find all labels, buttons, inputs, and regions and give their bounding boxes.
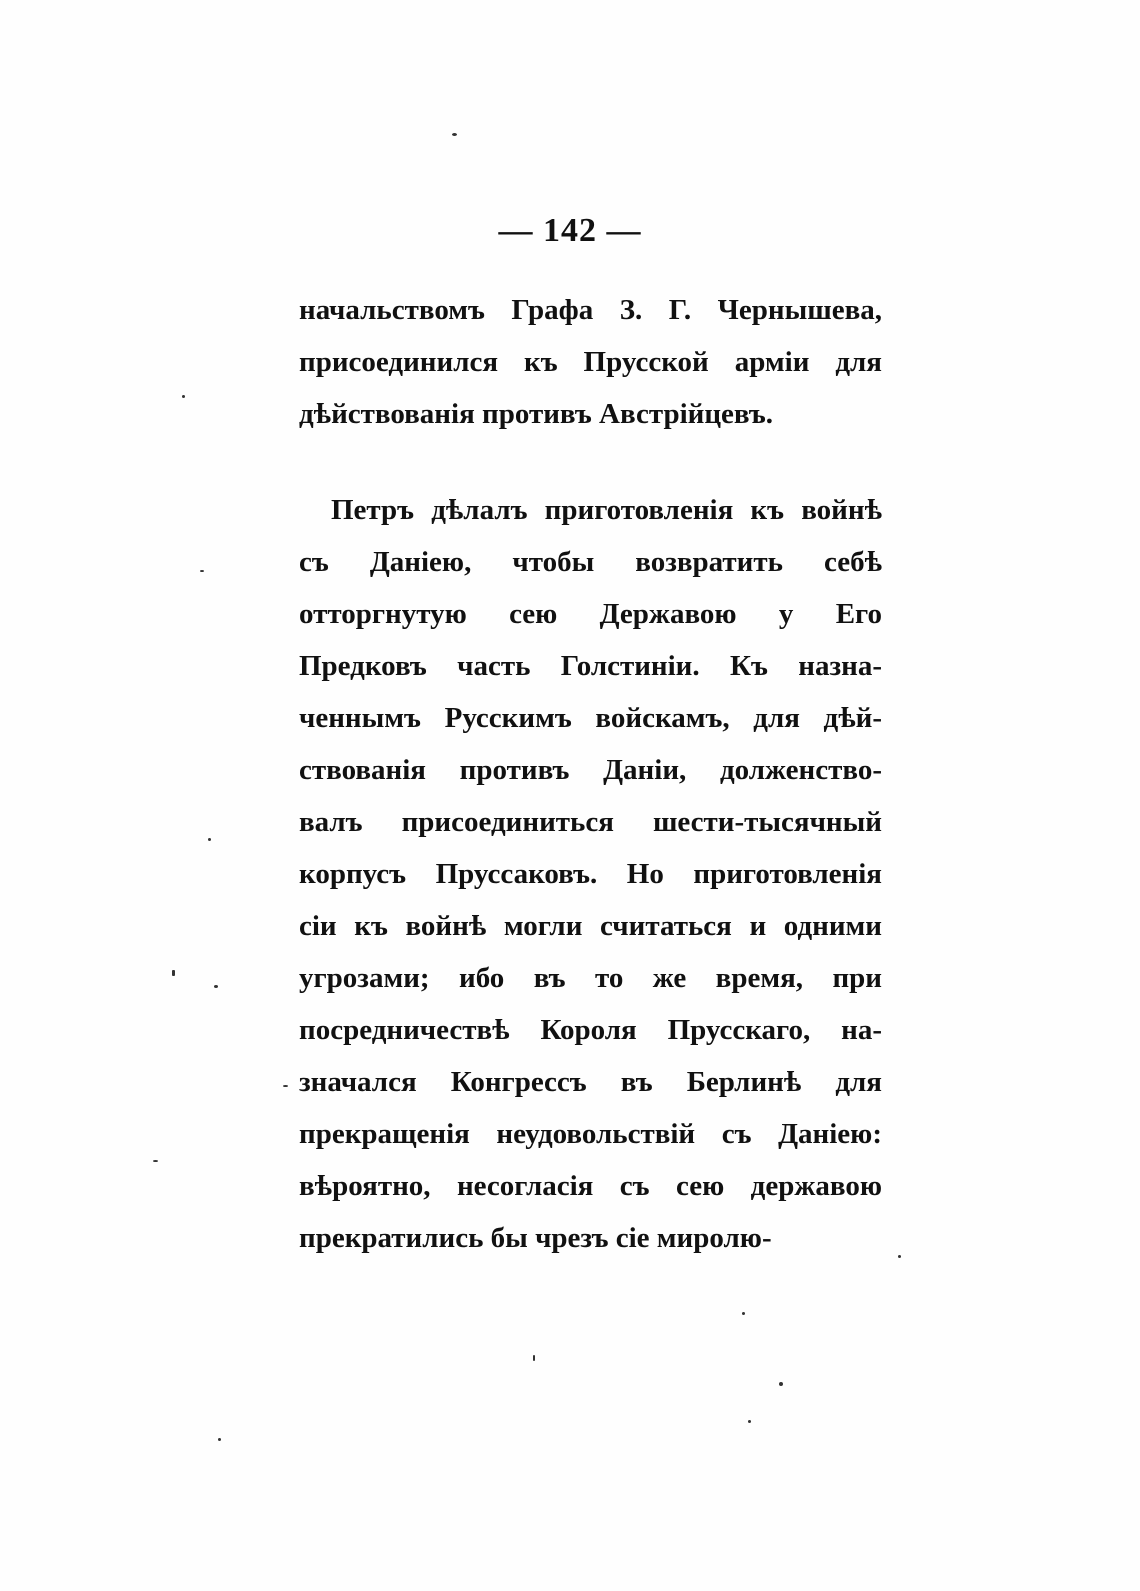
- scan-speck: [208, 838, 211, 841]
- text-line: съ Даніею, чтобы возвратить себѣ: [299, 546, 882, 578]
- paragraph-2: [299, 484, 882, 1264]
- scan-speck: [898, 1255, 901, 1258]
- scan-speck: [779, 1382, 783, 1386]
- scan-speck: [218, 1438, 221, 1441]
- text-line: Предковъ часть Голстиніи. Къ назна-: [299, 650, 882, 682]
- text-line: вѣроятно, несогласія съ сею державою: [299, 1170, 882, 1202]
- text-line: прекратились бы чрезъ сіе миролю-: [299, 1222, 772, 1254]
- scan-speck: [742, 1312, 745, 1315]
- text-line: значался Конгрессъ въ Берлинѣ для: [299, 1066, 882, 1098]
- text-line: корпусъ Пруссаковъ. Но приготовленія: [299, 858, 882, 890]
- paragraph-1: [299, 284, 882, 440]
- text-block: [299, 284, 882, 1264]
- text-line: присоединился къ Прусской арміи для: [299, 346, 882, 378]
- text-line: начальствомъ Графа З. Г. Чернышева,: [299, 294, 882, 326]
- scan-speck: [153, 1160, 158, 1162]
- scan-speck: [172, 970, 175, 976]
- paragraph-gap: [299, 440, 882, 484]
- text-line: угрозами; ибо въ то же время, при: [299, 962, 882, 994]
- scan-speck: [182, 395, 185, 398]
- page-number: — 142 —: [498, 212, 642, 249]
- text-line: валъ присоединиться шести-тысячный: [299, 806, 882, 838]
- scan-speck: [200, 570, 204, 572]
- text-line: ствованія противъ Даніи, долженство-: [299, 754, 882, 786]
- text-line: сіи къ войнѣ могли считаться и одними: [299, 910, 882, 942]
- text-line: посредничествѣ Короля Прусскаго, на-: [299, 1014, 882, 1046]
- text-line: прекращенія неудовольствій съ Даніею:: [299, 1118, 882, 1150]
- scan-speck: [452, 133, 457, 136]
- scan-speck: [283, 1085, 288, 1087]
- text-line: отторгнутую сею Державою у Его: [299, 598, 882, 630]
- scan-speck: [748, 1420, 751, 1423]
- scan-speck: [214, 985, 218, 988]
- text-line: ченнымъ Русскимъ войскамъ, для дѣй-: [299, 702, 882, 734]
- scan-speck: [533, 1355, 535, 1361]
- text-line: Петръ дѣлалъ приготовленія къ войнѣ: [331, 494, 882, 526]
- text-line: дѣйствованія противъ Австрійцевъ.: [299, 398, 774, 430]
